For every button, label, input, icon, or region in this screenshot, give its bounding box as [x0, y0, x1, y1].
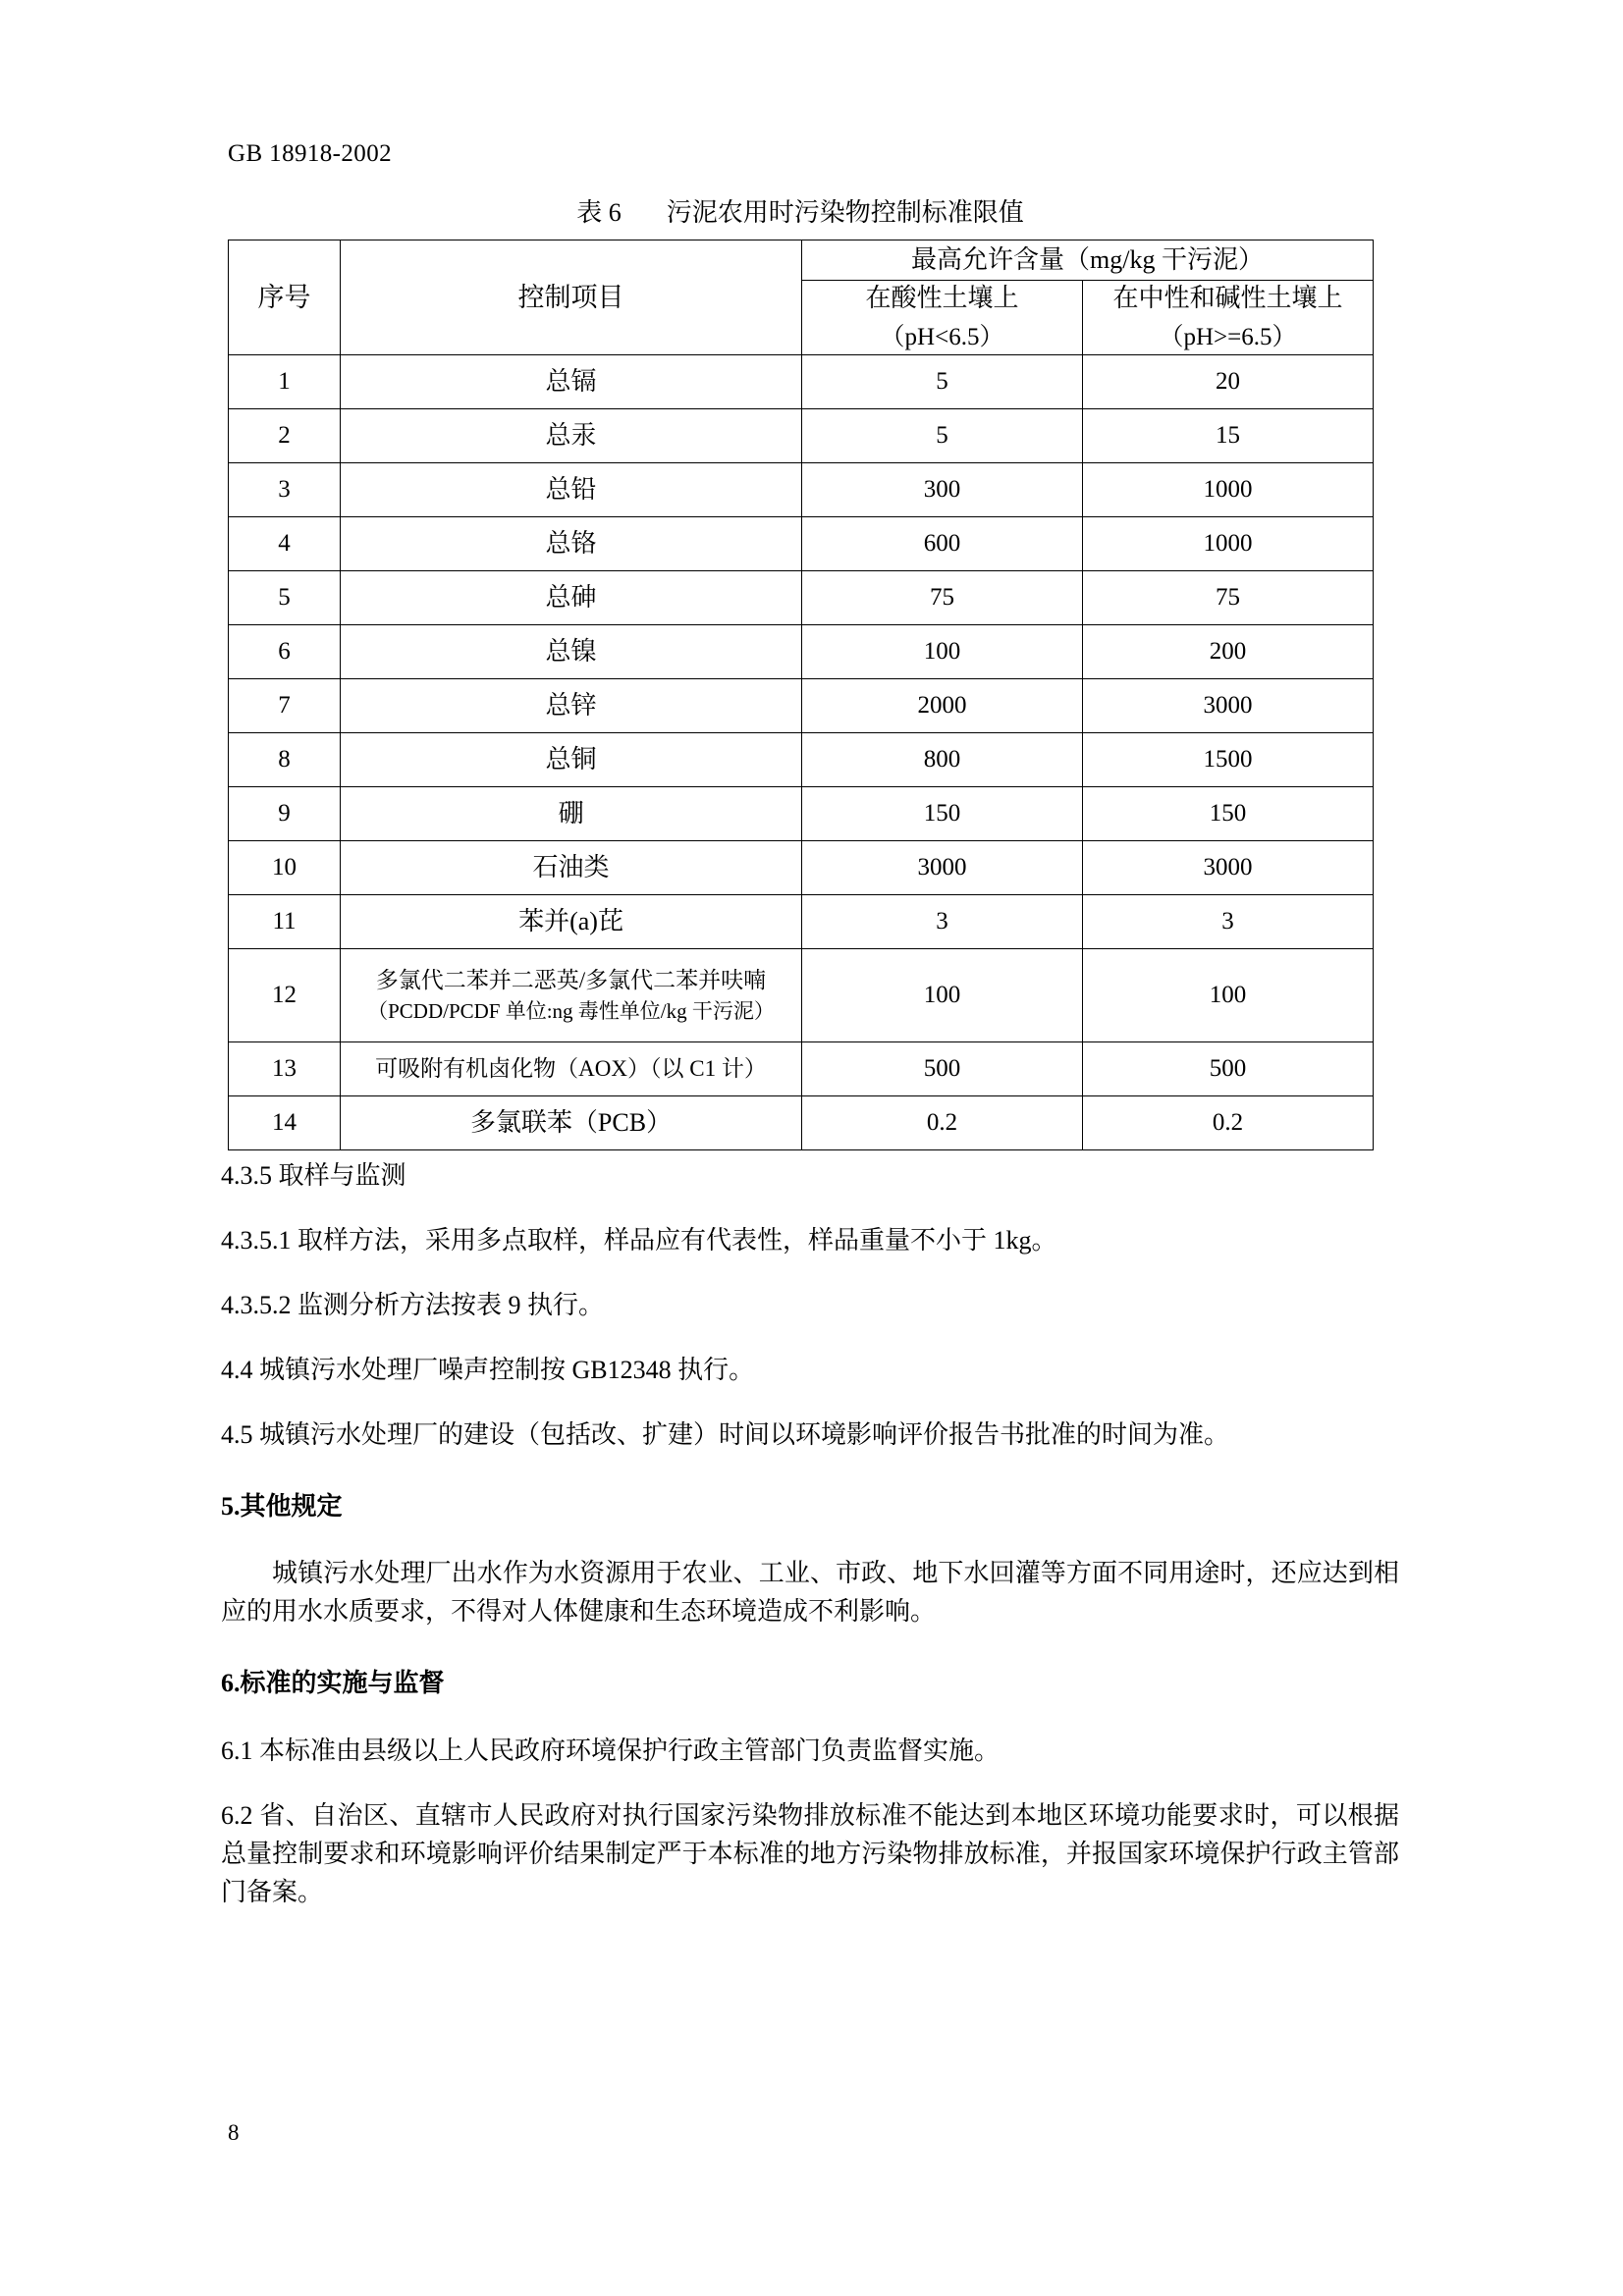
- cell-acidic-limit: 2000: [802, 678, 1083, 732]
- cell-no: 5: [229, 570, 341, 624]
- cell-alkaline-limit: 500: [1083, 1041, 1374, 1095]
- cell-no: 4: [229, 516, 341, 570]
- table-row: [229, 678, 1374, 732]
- cell-alkaline-limit: 3000: [1083, 840, 1374, 894]
- table-body: [229, 354, 1374, 1149]
- table-row: [229, 1041, 1374, 1095]
- cell-no: 11: [229, 894, 341, 948]
- cell-alkaline-limit: 150: [1083, 786, 1374, 840]
- table-row: [229, 354, 1374, 408]
- table-row: [229, 840, 1374, 894]
- standard-code-header: GB 18918-2002: [228, 140, 393, 167]
- cell-acidic-limit: 5: [802, 354, 1083, 408]
- paragraph-4-3-5-2: 4.3.5.2 监测分析方法按表 9 执行。: [221, 1291, 605, 1319]
- cell-alkaline-limit: 200: [1083, 624, 1374, 678]
- cell-no: 1: [229, 354, 341, 408]
- cell-alkaline-limit: 1000: [1083, 516, 1374, 570]
- pollutant-limits-table: [228, 240, 1374, 1150]
- header-acidic-line2: （pH<6.5）: [880, 324, 1004, 351]
- cell-no: 7: [229, 678, 341, 732]
- section-heading-6: 6.标准的实施与监督: [221, 1669, 445, 1698]
- header-alkaline-line1: 在中性和碱性土壤上: [1112, 284, 1343, 312]
- cell-no: 14: [229, 1095, 341, 1149]
- cell-acidic-limit: 800: [802, 732, 1083, 786]
- cell-alkaline-limit: 1500: [1083, 732, 1374, 786]
- cell-acidic-limit: 5: [802, 408, 1083, 462]
- header-acidic-line1: 在酸性土壤上: [865, 284, 1019, 312]
- cell-item: 苯并(a)芘: [341, 894, 802, 948]
- cell-alkaline-limit: 1000: [1083, 462, 1374, 516]
- cell-alkaline-limit: 100: [1083, 948, 1374, 1041]
- table-row: [229, 516, 1374, 570]
- cell-no: 13: [229, 1041, 341, 1095]
- cell-item: 可吸附有机卤化物（AOX）（以 C1 计）: [341, 1041, 802, 1095]
- paragraph-4-4: 4.4 城镇污水处理厂噪声控制按 GB12348 执行。: [221, 1356, 755, 1384]
- table-row: [229, 462, 1374, 516]
- table-head: [229, 240, 1374, 355]
- cell-item: 石油类: [341, 840, 802, 894]
- cell-no: 6: [229, 624, 341, 678]
- header-cell-no: 序号: [229, 240, 341, 355]
- table-row: [229, 570, 1374, 624]
- cell-item: 总铬: [341, 516, 802, 570]
- table-row: [229, 948, 1374, 1041]
- table-caption-title: 污泥农用时污染物控制标准限值: [666, 198, 1024, 227]
- paragraph-4-5: 4.5 城镇污水处理厂的建设（包括改、扩建）时间以环境影响评价报告书批准的时间为准。: [221, 1420, 1230, 1449]
- cell-acidic-limit: 600: [802, 516, 1083, 570]
- paragraph-4-3-5-1: 4.3.5.1 取样方法，采用多点取样，样品应有代表性，样品重量不小于 1kg。: [221, 1226, 1057, 1255]
- pollutant-limits-table-wrapper: [228, 240, 1373, 1150]
- cell-acidic-limit: 100: [802, 948, 1083, 1041]
- table-row: [229, 1095, 1374, 1149]
- table-row: [229, 732, 1374, 786]
- cell-alkaline-limit: 15: [1083, 408, 1374, 462]
- cell-alkaline-limit: 20: [1083, 354, 1374, 408]
- cell-item: 总镉: [341, 354, 802, 408]
- cell-alkaline-limit: 3: [1083, 894, 1374, 948]
- cell-item: 总锌: [341, 678, 802, 732]
- cell-item: 总砷: [341, 570, 802, 624]
- cell-acidic-limit: 150: [802, 786, 1083, 840]
- paragraph-5-body: 城镇污水处理厂出水作为水资源用于农业、工业、市政、地下水回灌等方面不同用途时，还应达到相应的用水水质要求，不得对人体健康和生态环境造成不利影响。: [221, 1559, 1399, 1627]
- cell-alkaline-limit: 3000: [1083, 678, 1374, 732]
- cell-acidic-limit: 0.2: [802, 1095, 1083, 1149]
- cell-acidic-limit: 75: [802, 570, 1083, 624]
- cell-item-line2: （PCDD/PCDF 单位:ng 毒性单位/kg 干污泥）: [367, 998, 775, 1023]
- cell-item: 总镍: [341, 624, 802, 678]
- cell-acidic-limit: 500: [802, 1041, 1083, 1095]
- header-cell-item: 控制项目: [341, 240, 802, 355]
- cell-acidic-limit: 100: [802, 624, 1083, 678]
- cell-alkaline-limit: 0.2: [1083, 1095, 1374, 1149]
- header-cell-neutral-alkaline-soil: [1083, 281, 1374, 355]
- paragraph-6-2: 6.2 省、自治区、直辖市人民政府对执行国家污染物排放标准不能达到本地区环境功能要求时，可以根据总量控制要求和环境影响评价结果制定严于本标准的地方污染物排放标准，并报国家环境保护行政主管部门备案。: [221, 1800, 1399, 1906]
- cell-no: 8: [229, 732, 341, 786]
- header-cell-acidic-soil: [802, 281, 1083, 355]
- body-text: [221, 1156, 1399, 1938]
- table-row: [229, 786, 1374, 840]
- cell-item-line1: 多氯代二苯并二恶英/多氯代二苯并呋喃: [375, 967, 767, 992]
- header-alkaline-line2: （pH>=6.5）: [1159, 324, 1297, 351]
- cell-item: 总铜: [341, 732, 802, 786]
- cell-acidic-limit: 3: [802, 894, 1083, 948]
- cell-item: 总铅: [341, 462, 802, 516]
- cell-acidic-limit: 3000: [802, 840, 1083, 894]
- cell-item: 总汞: [341, 408, 802, 462]
- header-cell-max-allowed: 最高允许含量（mg/kg 干污泥）: [802, 240, 1374, 281]
- cell-acidic-limit: 300: [802, 462, 1083, 516]
- page-number: 8: [228, 2120, 240, 2145]
- paragraph-6-1: 6.1 本标准由县级以上人民政府环境保护行政主管部门负责监督实施。: [221, 1735, 1001, 1765]
- table-header-row-1: [229, 240, 1374, 281]
- cell-item: [341, 948, 802, 1041]
- table-row: [229, 894, 1374, 948]
- cell-no: 9: [229, 786, 341, 840]
- cell-no: 10: [229, 840, 341, 894]
- section-heading-5: 5.其他规定: [221, 1492, 343, 1521]
- cell-no: 12: [229, 948, 341, 1041]
- cell-no: 3: [229, 462, 341, 516]
- cell-item: 硼: [341, 786, 802, 840]
- paragraph-4-3-5: 4.3.5 取样与监测: [221, 1161, 406, 1190]
- table-row: [229, 408, 1374, 462]
- cell-no: 2: [229, 408, 341, 462]
- cell-alkaline-limit: 75: [1083, 570, 1374, 624]
- table-caption: [228, 192, 1373, 229]
- cell-item: 多氯联苯（PCB）: [341, 1095, 802, 1149]
- table-caption-number: 表 6: [576, 198, 622, 227]
- table-row: [229, 624, 1374, 678]
